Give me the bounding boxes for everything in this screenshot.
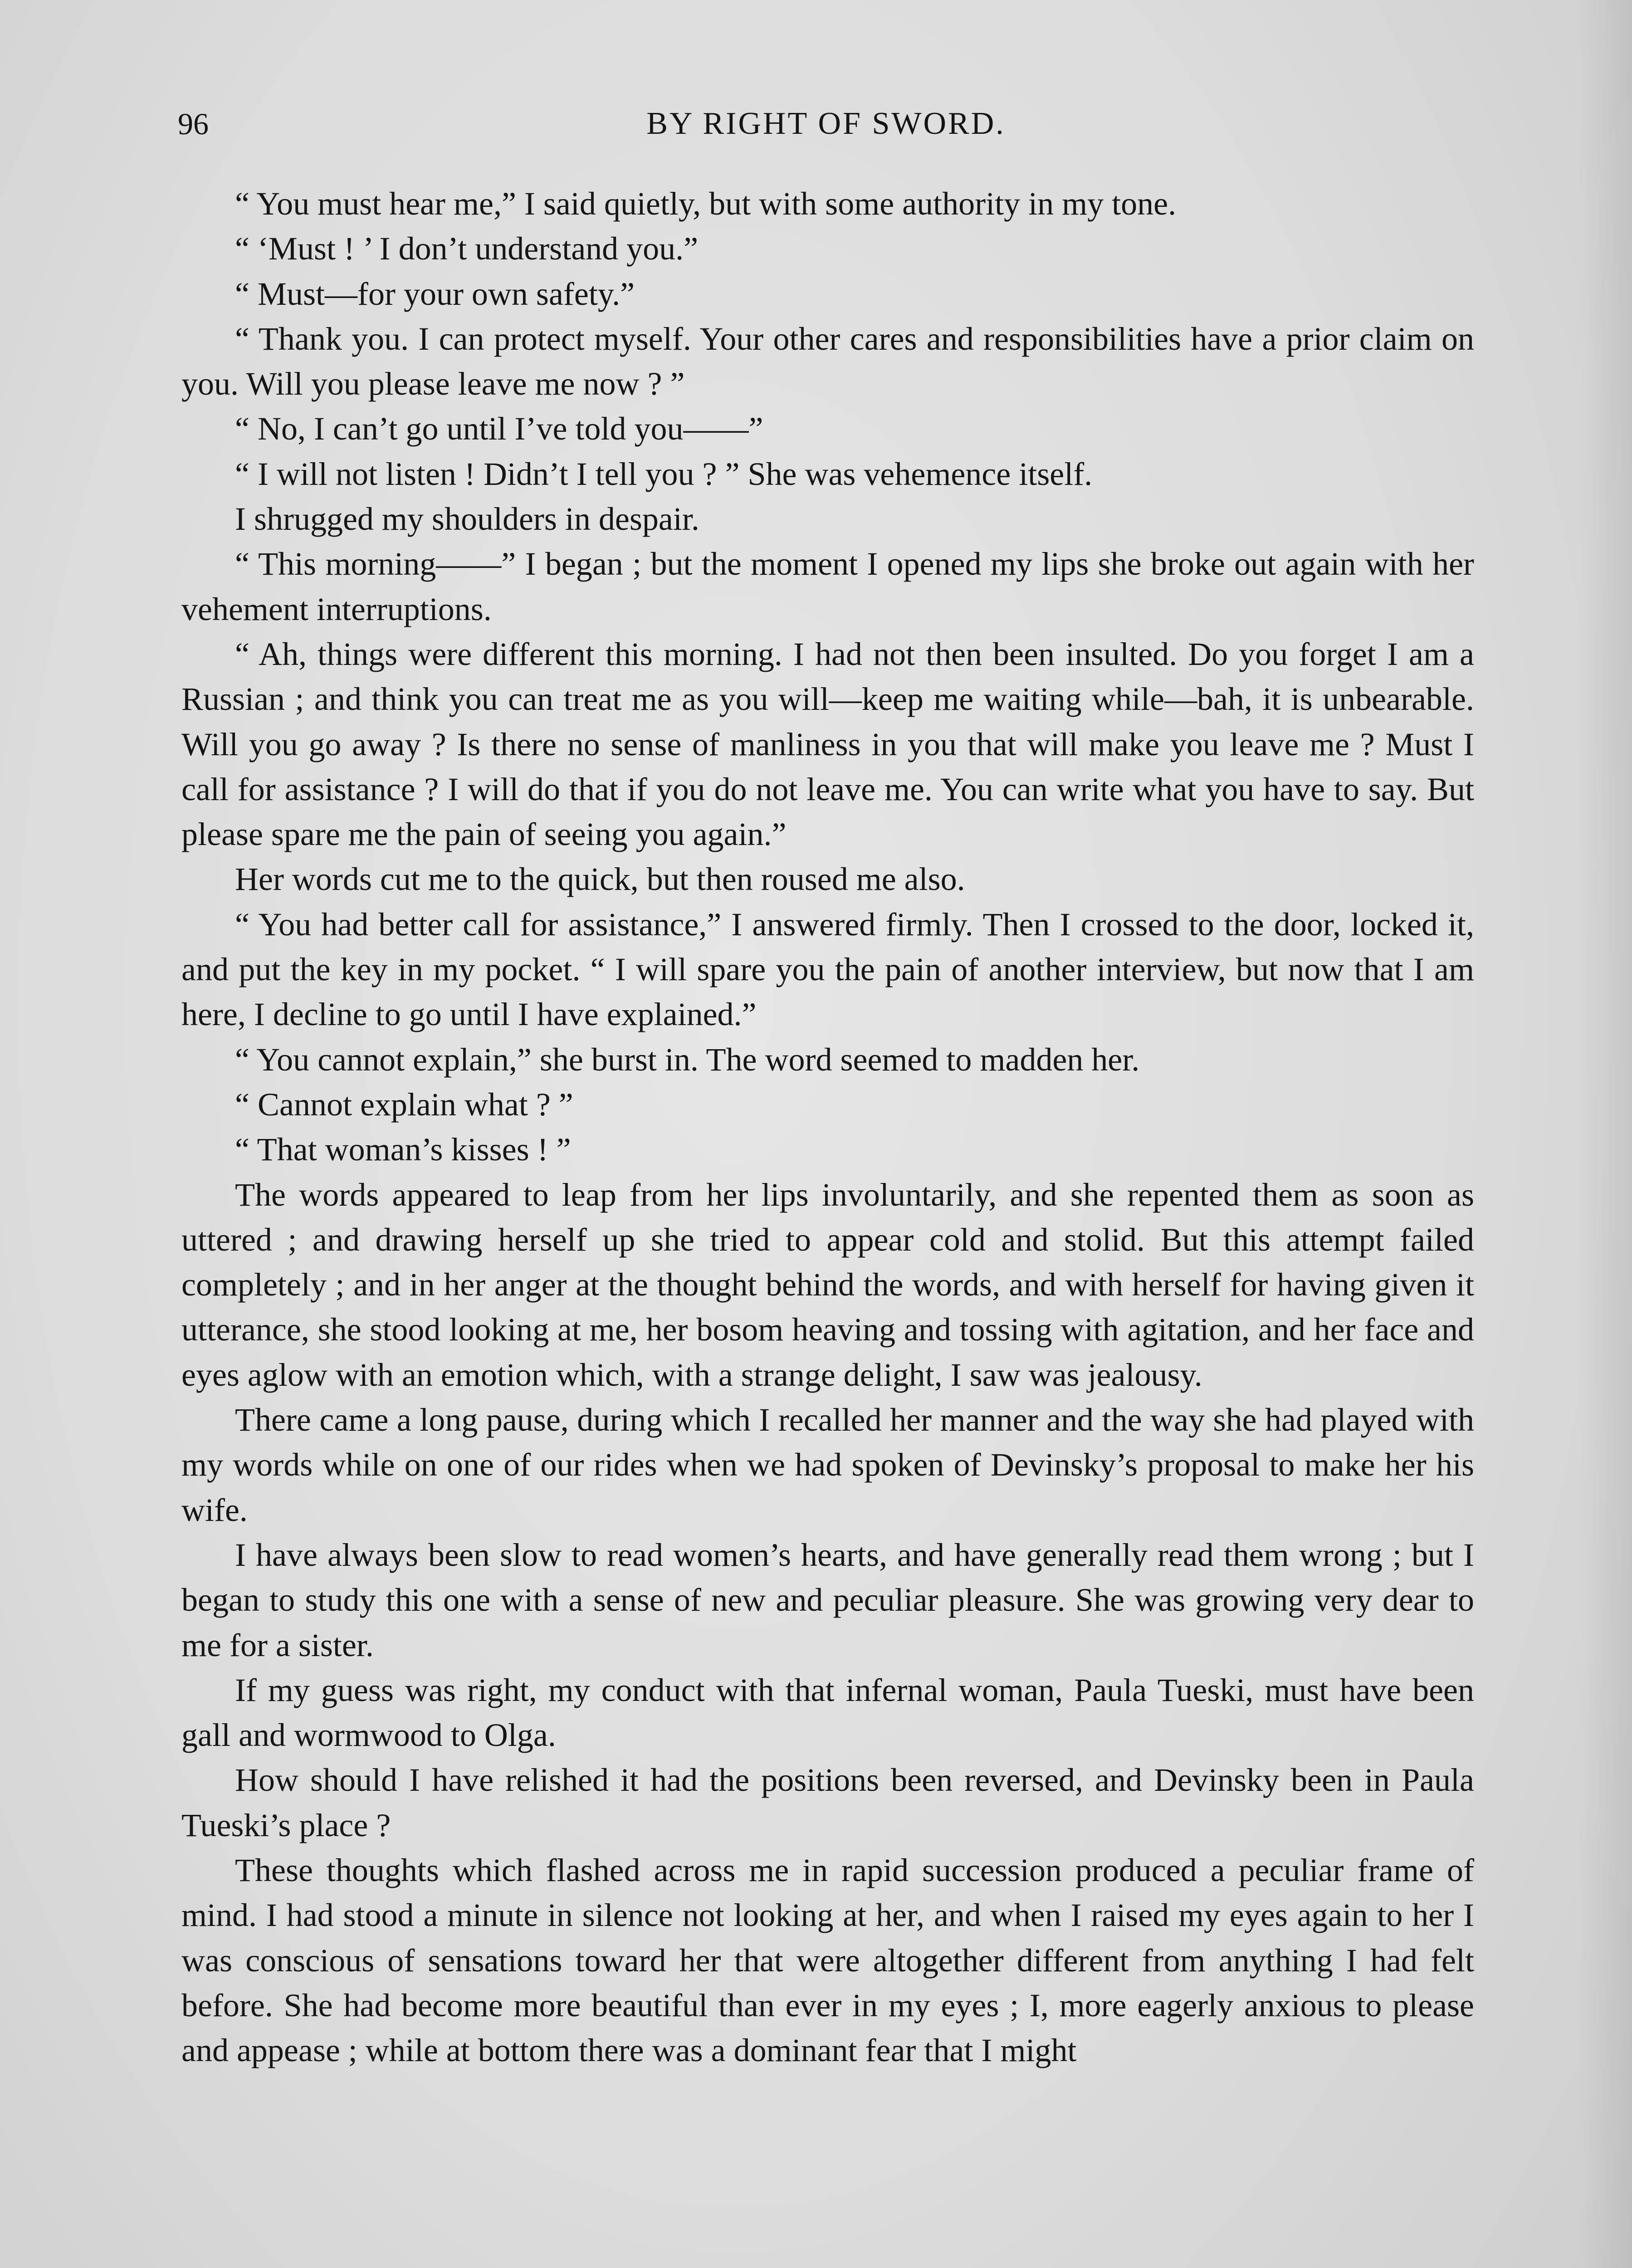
paragraph: “ ‘Must ! ’ I don’t understand you.” xyxy=(235,230,699,267)
paragraph: “ You must hear me,” I said quietly, but with some authority in my tone. xyxy=(235,186,1177,222)
paragraph: “ Cannot explain what ? ” xyxy=(235,1086,573,1123)
paragraph: “ No, I can’t go until I’ve told you——” xyxy=(235,411,763,447)
paragraph: I shrugged my shoulders in despair. xyxy=(235,501,699,538)
paragraph: “ I will not listen ! Didn’t I tell you ? ” She was vehemence itself. xyxy=(235,455,1093,492)
paragraph: How should I have relished it had the positions been reversed, and Devinsky been in Paula Tueski’s place ? xyxy=(181,1762,1474,1843)
paragraph: “ You had better call for assistance,” I answered firmly. Then I crossed to the door, locked it, and put the key in my pocket. “ I will spare you the pain of another interview, but now that I am here, I decline to go until I have explained.” xyxy=(181,906,1474,1033)
paragraph: The words appeared to leap from her lips involuntarily, and she repented them as soon as uttered ; and drawing herself up she tried to appear cold and stolid. But this attempt failed completely ; and in her anger at the thought behind the words, and with herself for having given it utterance, she stood looking at me, her bosom heaving and tossing with agitation, and her face and eyes aglow with an emotion which, with a strange delight, I saw was jealousy. xyxy=(181,1176,1474,1393)
paragraph: “ Ah, things were different this morning. I had not then been insulted. Do you forget I am a Russian ; and think you can treat me as you will—keep me waiting while—bah, it is unbearable. Will you go away ? Is there no sense of manliness in you that will make you leave me ? Must I call for assistance ? I will do that if you do not leave me. You can write what you have to say. But please spare me the pain of seeing you again.” xyxy=(181,635,1474,853)
paragraph: “ This morning——” I began ; but the moment I opened my lips she broke out again with her vehement interruptions. xyxy=(181,546,1474,627)
page-number: 96 xyxy=(178,107,209,141)
paragraph: There came a long pause, during which I recalled her manner and the way she had played with my words while on one of our rides when we had spoken of Devinsky’s proposal to make her his wife. xyxy=(181,1402,1474,1528)
page-edge-shadow xyxy=(1578,0,1632,2268)
running-head: BY RIGHT OF SWORD. xyxy=(646,106,1006,141)
paragraph: Her words cut me to the quick, but then roused me also. xyxy=(235,861,965,898)
paragraph: “ You cannot explain,” she burst in. The word seemed to madden her. xyxy=(235,1041,1140,1078)
paragraph: “ Thank you. I can protect myself. Your other cares and responsibilities have a prior claim on you. Will you please leave me now ? ” xyxy=(181,320,1474,402)
body-text xyxy=(181,181,1474,2073)
paragraph: “ That woman’s kisses ! ” xyxy=(235,1131,571,1168)
paragraph: These thoughts which flashed across me in rapid succession produced a peculiar frame of mind. I had stood a minute in silence not looking at her, and when I raised my eyes again to her I was conscious of sensations toward her that were altogether different from anything I had felt before. She had become more beautiful than ever in my eyes ; I, more eagerly anxious to please and appease ; while at bottom there was a dominant fear that I might xyxy=(181,1852,1474,2069)
paragraph: If my guess was right, my conduct with that infernal woman, Paula Tueski, must have been gall and wormwood to Olga. xyxy=(181,1672,1474,1754)
paragraph: “ Must—for your own safety.” xyxy=(235,275,635,312)
page-header xyxy=(178,103,1474,153)
paragraph: I have always been slow to read women’s hearts, and have generally read them wrong ; but I began to study this one with a sense of new and peculiar pleasure. She was growing very dear to me for a sister. xyxy=(181,1536,1474,1663)
